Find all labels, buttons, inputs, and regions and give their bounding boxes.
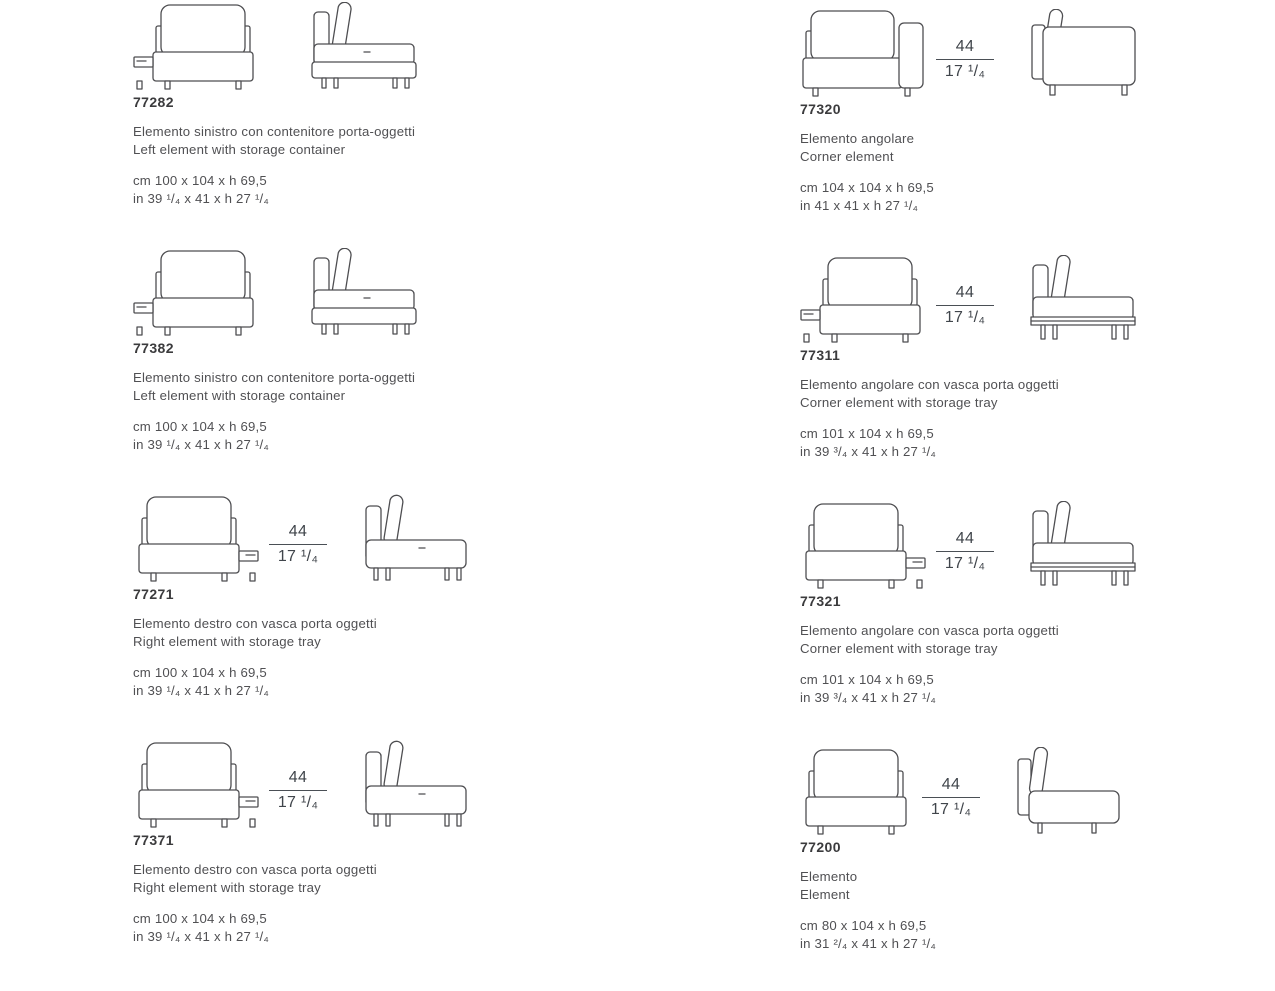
description-english: Corner element with storage tray (800, 395, 998, 410)
product-description (800, 376, 1275, 412)
product-dimensions (800, 671, 1275, 707)
fraction-numerator-cm: 44 (269, 523, 327, 545)
dimensions-cm: cm 101 x 104 x h 69,5 (800, 426, 934, 441)
description-english: Corner element (800, 149, 894, 164)
fraction-denominator-inches: 17 ¹/₄ (944, 555, 986, 572)
front-view-drawing-icon (133, 248, 259, 336)
description-italian: Elemento angolare con vasca porta oggetti (800, 623, 1059, 638)
description-italian: Elemento destro con vasca porta oggetti (133, 862, 377, 877)
description-italian: Elemento angolare con vasca porta oggetti (800, 377, 1059, 392)
front-view-drawing-icon (133, 740, 259, 828)
product-description (800, 868, 1275, 904)
dimension-fraction (269, 523, 327, 566)
dimensions-cm: cm 100 x 104 x h 69,5 (133, 419, 267, 434)
product-description (133, 615, 613, 651)
product-dimensions (800, 425, 1275, 461)
description-english: Left element with storage container (133, 388, 346, 403)
product-dimensions (133, 664, 613, 700)
side-view-drawing-icon (1014, 747, 1124, 835)
product-card (133, 246, 613, 492)
side-view-drawing-icon (1028, 501, 1138, 589)
product-dimensions (133, 418, 613, 454)
technical-drawings (133, 0, 613, 90)
product-description (800, 622, 1275, 658)
front-view-drawing-icon (800, 501, 926, 589)
fraction-numerator-cm: 44 (922, 776, 980, 798)
technical-drawings (800, 745, 1275, 835)
description-english: Left element with storage container (133, 142, 346, 157)
description-english: Corner element with storage tray (800, 641, 998, 656)
technical-drawings (800, 499, 1275, 589)
dimensions-inches: in 31 ²/₄ x 41 x h 27 ¹/₄ (800, 936, 936, 951)
fraction-denominator-inches: 17 ¹/₄ (930, 801, 972, 818)
description-italian: Elemento sinistro con contenitore porta-oggetti (133, 124, 416, 139)
dimensions-inches: in 39 ¹/₄ x 41 x h 27 ¹/₄ (133, 929, 269, 944)
technical-drawings (133, 246, 613, 336)
side-view-drawing-icon (361, 494, 471, 582)
dimensions-inches: in 41 x 41 x h 27 ¹/₄ (800, 198, 919, 213)
product-description (133, 861, 613, 897)
dimensions-inches: in 39 ³/₄ x 41 x h 27 ¹/₄ (800, 444, 936, 459)
product-card (133, 492, 613, 738)
product-card (133, 0, 613, 246)
dimensions-inches: in 39 ¹/₄ x 41 x h 27 ¹/₄ (133, 683, 269, 698)
front-view-drawing-icon (800, 255, 926, 343)
left-column (133, 0, 613, 984)
product-description (133, 369, 613, 405)
product-code: 77321 (800, 593, 841, 609)
description-italian: Elemento destro con vasca porta oggetti (133, 616, 377, 631)
product-dimensions (133, 172, 613, 208)
product-code: 77320 (800, 101, 841, 117)
dimensions-cm: cm 101 x 104 x h 69,5 (800, 672, 934, 687)
dimension-fraction (936, 38, 994, 81)
dimensions-cm: cm 100 x 104 x h 69,5 (133, 173, 267, 188)
front-view-drawing-icon (800, 9, 926, 97)
product-description (800, 130, 1275, 166)
side-view-drawing-icon (361, 740, 471, 828)
front-view-drawing-icon (133, 494, 259, 582)
description-english: Right element with storage tray (133, 880, 321, 895)
fraction-numerator-cm: 44 (269, 769, 327, 791)
dimension-fraction (269, 769, 327, 812)
dimension-fraction (922, 776, 980, 819)
product-code: 77371 (133, 832, 174, 848)
dimensions-cm: cm 80 x 104 x h 69,5 (800, 918, 927, 933)
product-dimensions (133, 910, 613, 946)
dimensions-cm: cm 100 x 104 x h 69,5 (133, 665, 267, 680)
description-italian: Elemento angolare (800, 131, 915, 146)
product-code: 77271 (133, 586, 174, 602)
fraction-numerator-cm: 44 (936, 530, 994, 552)
right-column (800, 7, 1275, 991)
dimensions-inches: in 39 ¹/₄ x 41 x h 27 ¹/₄ (133, 437, 269, 452)
product-code: 77200 (800, 839, 841, 855)
technical-drawings (133, 492, 613, 582)
description-italian: Elemento sinistro con contenitore porta-oggetti (133, 370, 416, 385)
side-view-drawing-icon (309, 2, 419, 90)
description-english: Right element with storage tray (133, 634, 321, 649)
description-italian: Elemento (800, 869, 858, 884)
dimensions-inches: in 39 ¹/₄ x 41 x h 27 ¹/₄ (133, 191, 269, 206)
description-english: Element (800, 887, 850, 902)
product-description (133, 123, 613, 159)
product-card (800, 7, 1275, 253)
side-view-drawing-icon (1028, 255, 1138, 343)
dimension-fraction (936, 530, 994, 573)
side-view-drawing-icon (1028, 9, 1138, 97)
dimensions-cm: cm 104 x 104 x h 69,5 (800, 180, 934, 195)
fraction-numerator-cm: 44 (936, 284, 994, 306)
fraction-denominator-inches: 17 ¹/₄ (944, 309, 986, 326)
dimension-fraction (936, 284, 994, 327)
technical-drawings (800, 253, 1275, 343)
product-card (800, 745, 1275, 991)
front-view-drawing-icon (133, 2, 259, 90)
product-code: 77282 (133, 94, 174, 110)
product-card (800, 499, 1275, 745)
fraction-denominator-inches: 17 ¹/₄ (944, 63, 986, 80)
dimensions-inches: in 39 ³/₄ x 41 x h 27 ¹/₄ (800, 690, 936, 705)
product-dimensions (800, 917, 1275, 953)
side-view-drawing-icon (309, 248, 419, 336)
fraction-numerator-cm: 44 (936, 38, 994, 60)
front-view-drawing-icon (800, 747, 912, 835)
dimensions-cm: cm 100 x 104 x h 69,5 (133, 911, 267, 926)
product-card (133, 738, 613, 984)
product-card (800, 253, 1275, 499)
product-code: 77382 (133, 340, 174, 356)
product-dimensions (800, 179, 1275, 215)
fraction-denominator-inches: 17 ¹/₄ (277, 794, 319, 811)
technical-drawings (800, 7, 1275, 97)
technical-drawings (133, 738, 613, 828)
product-code: 77311 (800, 347, 841, 363)
fraction-denominator-inches: 17 ¹/₄ (277, 548, 319, 565)
